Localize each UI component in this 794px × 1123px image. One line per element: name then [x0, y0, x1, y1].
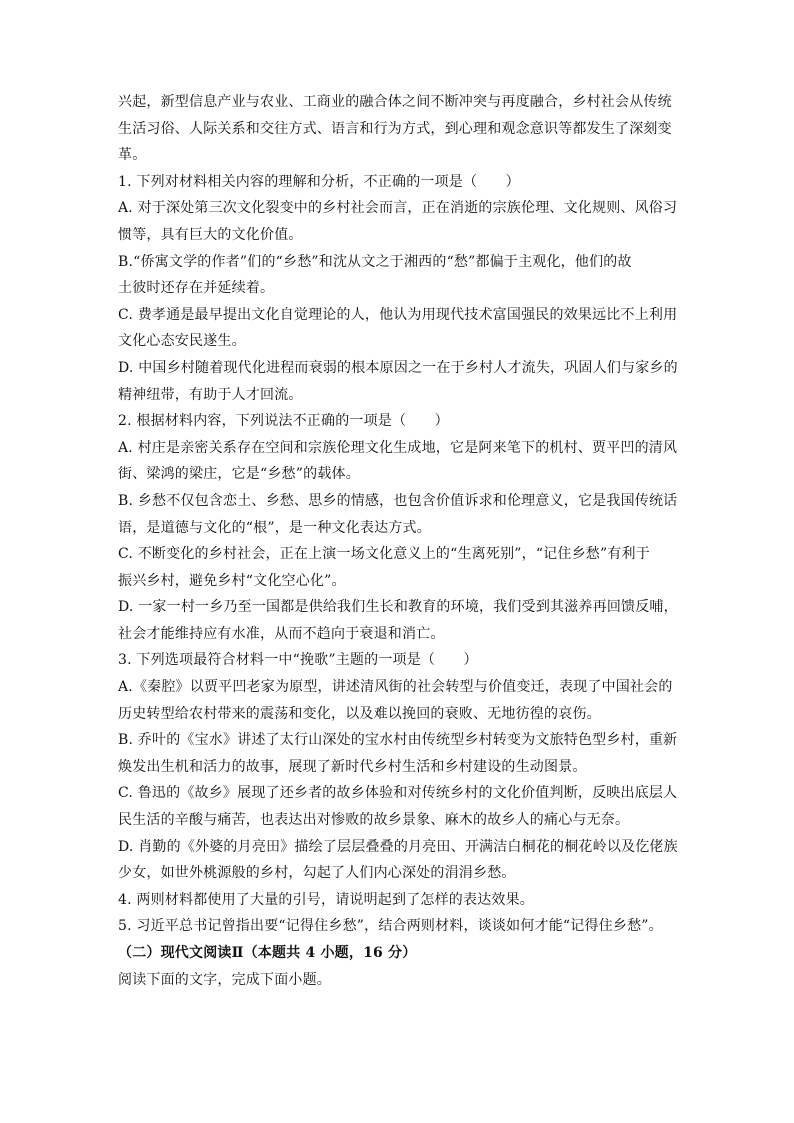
- document-page: [118, 89, 678, 993]
- question-1-stem: 1. 下列对材料相关内容的理解和分析，不正确的一项是（ ）: [118, 173, 520, 190]
- question-3-option-d: D. 肖勤的《外婆的月亮田》描绘了层层叠叠的月亮田、开满洁白桐花的桐花岭以及仡佬族: [118, 838, 678, 855]
- question-1-option-d: D. 中国乡村随着现代化进程而衰弱的根本原因之一在于乡村人才流失，巩固人们与家乡的: [118, 359, 678, 376]
- question-1-option-c: C. 费孝通是最早提出文化自觉理论的人，他认为用现代技术富国强民的效果远比不上利用: [118, 306, 678, 323]
- question-2-option-b: B. 乡愁不仅包含恋土、乡愁、思乡的情感，也包含价值诉求和伦理意义，它是我国传统话: [118, 492, 678, 509]
- text-line: 兴起，新型信息产业与农业、工商业的融合体之间不断冲突与再度融合，乡村社会从传统: [118, 94, 672, 110]
- question-3-option-b: B. 乔叶的《宝水》讲述了太行山深处的宝水村由传统型乡村转变为文旅特色型乡村，重新: [118, 732, 678, 749]
- section-heading: （二）现代文阅读Ⅱ（本题共 4 小题，16 分）: [118, 945, 417, 961]
- text-line: 革。: [118, 147, 147, 164]
- question-3-option-a: A.《秦腔》以贾平凹老家为原型，讲述清风街的社会转型与价值变迁，表现了中国社会的: [118, 679, 673, 696]
- text-line: 生活习俗、人际关系和交往方式、语言和行为方式，到心理和观念意识等都发生了深刻变: [118, 120, 672, 137]
- question-2-option-d: D. 一家一村一乡乃至一国都是供给我们生长和教育的环境，我们受到其滋养再回馈反哺，: [118, 599, 678, 616]
- question-2-option-d-cont: 社会才能维持应有水准，从而不趋向于衰退和消亡。: [118, 625, 445, 642]
- question-3-option-b-cont: 焕发出生机和活力的故事，展现了新时代乡村生活和乡村建设的生动图景。: [118, 758, 587, 775]
- question-2-option-b-cont: 语，是道德与文化的“根”，是一种文化表达方式。: [118, 519, 431, 536]
- question-2-option-c: C. 不断变化的乡村社会，正在上演一场文化意义上的“生离死别”，“记住乡愁”有利于: [118, 546, 650, 563]
- question-1-option-b: B.“侨寓文学的作者”们的“乡愁”和沈从文之于湘西的“愁”都偏于主观化，他们的故: [118, 253, 632, 270]
- question-2-option-a-cont: 街、梁鸿的梁庄，它是“乡愁”的载体。: [118, 466, 360, 483]
- question-5: 5. 习近平总书记曾指出要“记得住乡愁”，结合两则材料，谈谈如何才能“记得住乡愁”。: [118, 918, 663, 935]
- question-1-option-b-cont: 土彼时还存在并延续着。: [118, 280, 275, 297]
- question-1-option-a-cont: 惯等，具有巨大的文化价值。: [118, 226, 303, 243]
- question-3-option-d-cont: 少女，如世外桃源般的乡村，勾起了人们内心深处的涓涓乡愁。: [118, 865, 516, 882]
- question-1-option-a: A. 对于深处第三次文化裂变中的乡村社会而言，正在消逝的宗族伦理、文化规则、风俗习: [118, 200, 678, 217]
- question-3-stem: 3. 下列选项最符合材料一中“挽歌”主题的一项是（ ）: [118, 652, 478, 669]
- question-2-stem: 2. 根据材料内容，下列说法不正确的一项是（ ）: [118, 413, 449, 430]
- question-3-option-c: C. 鲁迅的《故乡》展现了还乡者的故乡体验和对传统乡村的文化价值判断，反映出底层人: [118, 785, 678, 802]
- question-3-option-c-cont: 民生活的辛酸与痛苦，也表达出对惨败的故乡景象、麻木的故乡人的痛心与无奈。: [118, 812, 630, 829]
- reading-instruction: 阅读下面的文字，完成下面小题。: [118, 971, 331, 988]
- question-2-option-a: A. 村庄是亲密关系存在空间和宗族伦理文化生成地，它是阿来笔下的机村、贾平凹的清风: [118, 439, 678, 456]
- question-4: 4. 两则材料都使用了大量的引号，请说明起到了怎样的表达效果。: [118, 891, 535, 908]
- question-1-option-d-cont: 精神纽带，有助于人才回流。: [118, 386, 303, 403]
- question-1-option-c-cont: 文化心态安民遂生。: [118, 333, 246, 350]
- question-2-option-c-cont: 振兴乡村，避免乡村“文化空心化”。: [118, 572, 346, 589]
- question-3-option-a-cont: 历史转型给农村带来的震荡和变化，以及难以挽回的衰败、无地彷徨的哀伤。: [118, 705, 601, 722]
